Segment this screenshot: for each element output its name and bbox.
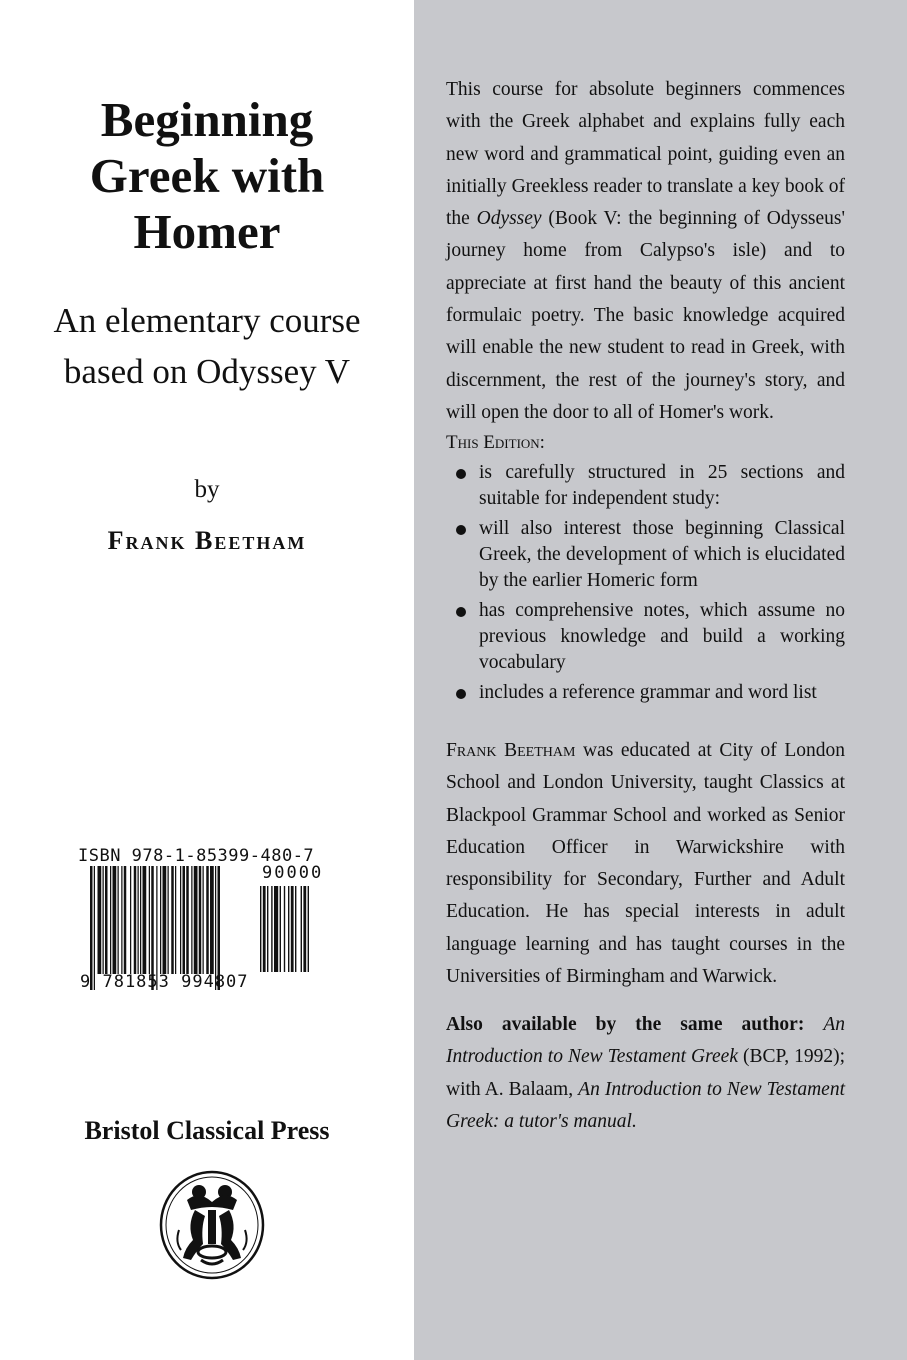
blurb-text-part-1: This course for absolute beginners commences with the Greek alphabet and explains fully each new word and grammatical point, guiding even an initially Greekless reader to translate a key book of the [446,79,845,230]
barcode-bar [160,866,161,974]
barcode-addon-bar [263,886,266,972]
book-subtitle [0,295,414,397]
barcode-bar [183,866,186,974]
barcode-addon-bar [301,886,302,972]
barcode-bar [175,866,176,974]
barcode-bar [140,866,141,974]
by-label: by [194,476,220,503]
barcode-bar [194,866,198,974]
title-line-1: Beginning [100,92,314,147]
blurb-odyssey-italic: Odyssey [476,208,542,230]
barcode-bar [121,866,122,974]
barcode-bar [113,866,117,974]
barcode-addon-bar [260,886,261,972]
also-title-2: An Introduction to New Testament Greek: a tutor's manual. [446,1078,846,1132]
barcode-addon-bar [274,886,278,972]
barcode-addon-bar [308,886,309,972]
barcode-bar [98,866,102,974]
also-mid-text: (BCP, 1992); with A. Balaam, [446,1046,846,1100]
barcode-addon-number: 90000 [262,863,324,883]
barcode-addon-bar [295,886,296,972]
also-available [446,1009,845,1138]
author-name: Frank Beetham [107,526,307,555]
bullet-icon [456,525,466,535]
edition-item-text: is carefully structured in 25 sections and suitable for independent study: [479,462,845,509]
barcode-addon-bar [288,886,289,972]
barcode-bar [206,866,209,974]
barcode-bar [149,866,150,974]
also-title-1: An Introduction to New Testament Greek [446,1014,846,1068]
barcode-addon-bar [271,886,272,972]
barcode-bar [124,866,127,974]
barcode-addon-bar [284,886,285,972]
barcode-bar [191,866,192,974]
barcode-addon-bar [267,886,268,972]
edition-item-text: includes a reference grammar and word list [479,682,817,703]
bullet-icon [456,607,466,617]
title-line-3: Homer [133,204,281,259]
barcode-bar [143,866,147,974]
barcode-digits: 9 781853 994807 [80,972,249,992]
bullet-icon [456,689,466,699]
barcode-bar [110,866,111,974]
left-panel [0,0,414,1360]
author-bio [446,735,845,993]
barcode-bar [130,866,131,974]
barcode-bar [186,866,189,974]
bio-author-name: Frank Beetham [446,740,576,761]
publisher-logo-icon [157,1170,267,1280]
edition-item-text: will also interest those beginning Classical Greek, the development of which is elucidated by the earlier Homeric form [479,518,845,591]
bio-text: was educated at City of London School and London University, taught Classics at Blackpool Grammar School and worked as Senior Education Officer in Warwickshire with responsibility for Secondary, Further and Adult Education. He has special interests in adult language learning and has taught courses in the Universities of Birmingham and Warwick. [446,740,845,988]
barcode-bar [180,866,181,974]
edition-list-item [446,516,845,594]
barcode-bar [118,866,119,974]
bullet-icon [456,469,466,479]
barcode-bar [171,866,174,974]
barcode-bar [138,866,139,974]
publisher-name: Bristol Classical Press [84,1116,330,1145]
subtitle-line-2: based on Odyssey V [63,352,351,391]
barcode-addon-bar [291,886,294,972]
edition-heading: This Edition: [446,432,545,453]
edition-list [446,460,845,710]
book-title [0,92,414,260]
subtitle-line-1: An elementary course [53,301,361,340]
isbn-text: ISBN 978-1-85399-480-7 [78,846,315,866]
edition-list-item [446,598,845,676]
barcode-bar [163,866,167,974]
barcode-bar [210,866,214,974]
barcode-addon-bar [303,886,306,972]
also-available-label: Also available by the same author: [446,1014,805,1035]
barcode-bar [199,866,202,974]
barcode-bar [105,866,108,974]
edition-list-item [446,460,845,512]
barcode-bar [134,866,137,974]
barcode-bar [168,866,169,974]
blurb-text-part-2: (Book V: the beginning of Odysseus' journey home from Calypso's isle) and to appreciate at first hand the beauty of this ancient formulaic poetry. The basic knowledge acquired will enable the new student to read in Greek, with discernment, the rest of the journey's story, and will open the door to all of Homer's work. [446,208,846,423]
barcode-bar [103,866,104,974]
title-line-2: Greek with [89,148,325,203]
barcode-addon-bar [280,886,281,972]
edition-item-text: has comprehensive notes, which assume no previous knowledge and build a working vocabulary [479,600,845,673]
barcode-bar [203,866,204,974]
blurb-paragraph [446,74,845,429]
edition-list-item [446,680,845,706]
